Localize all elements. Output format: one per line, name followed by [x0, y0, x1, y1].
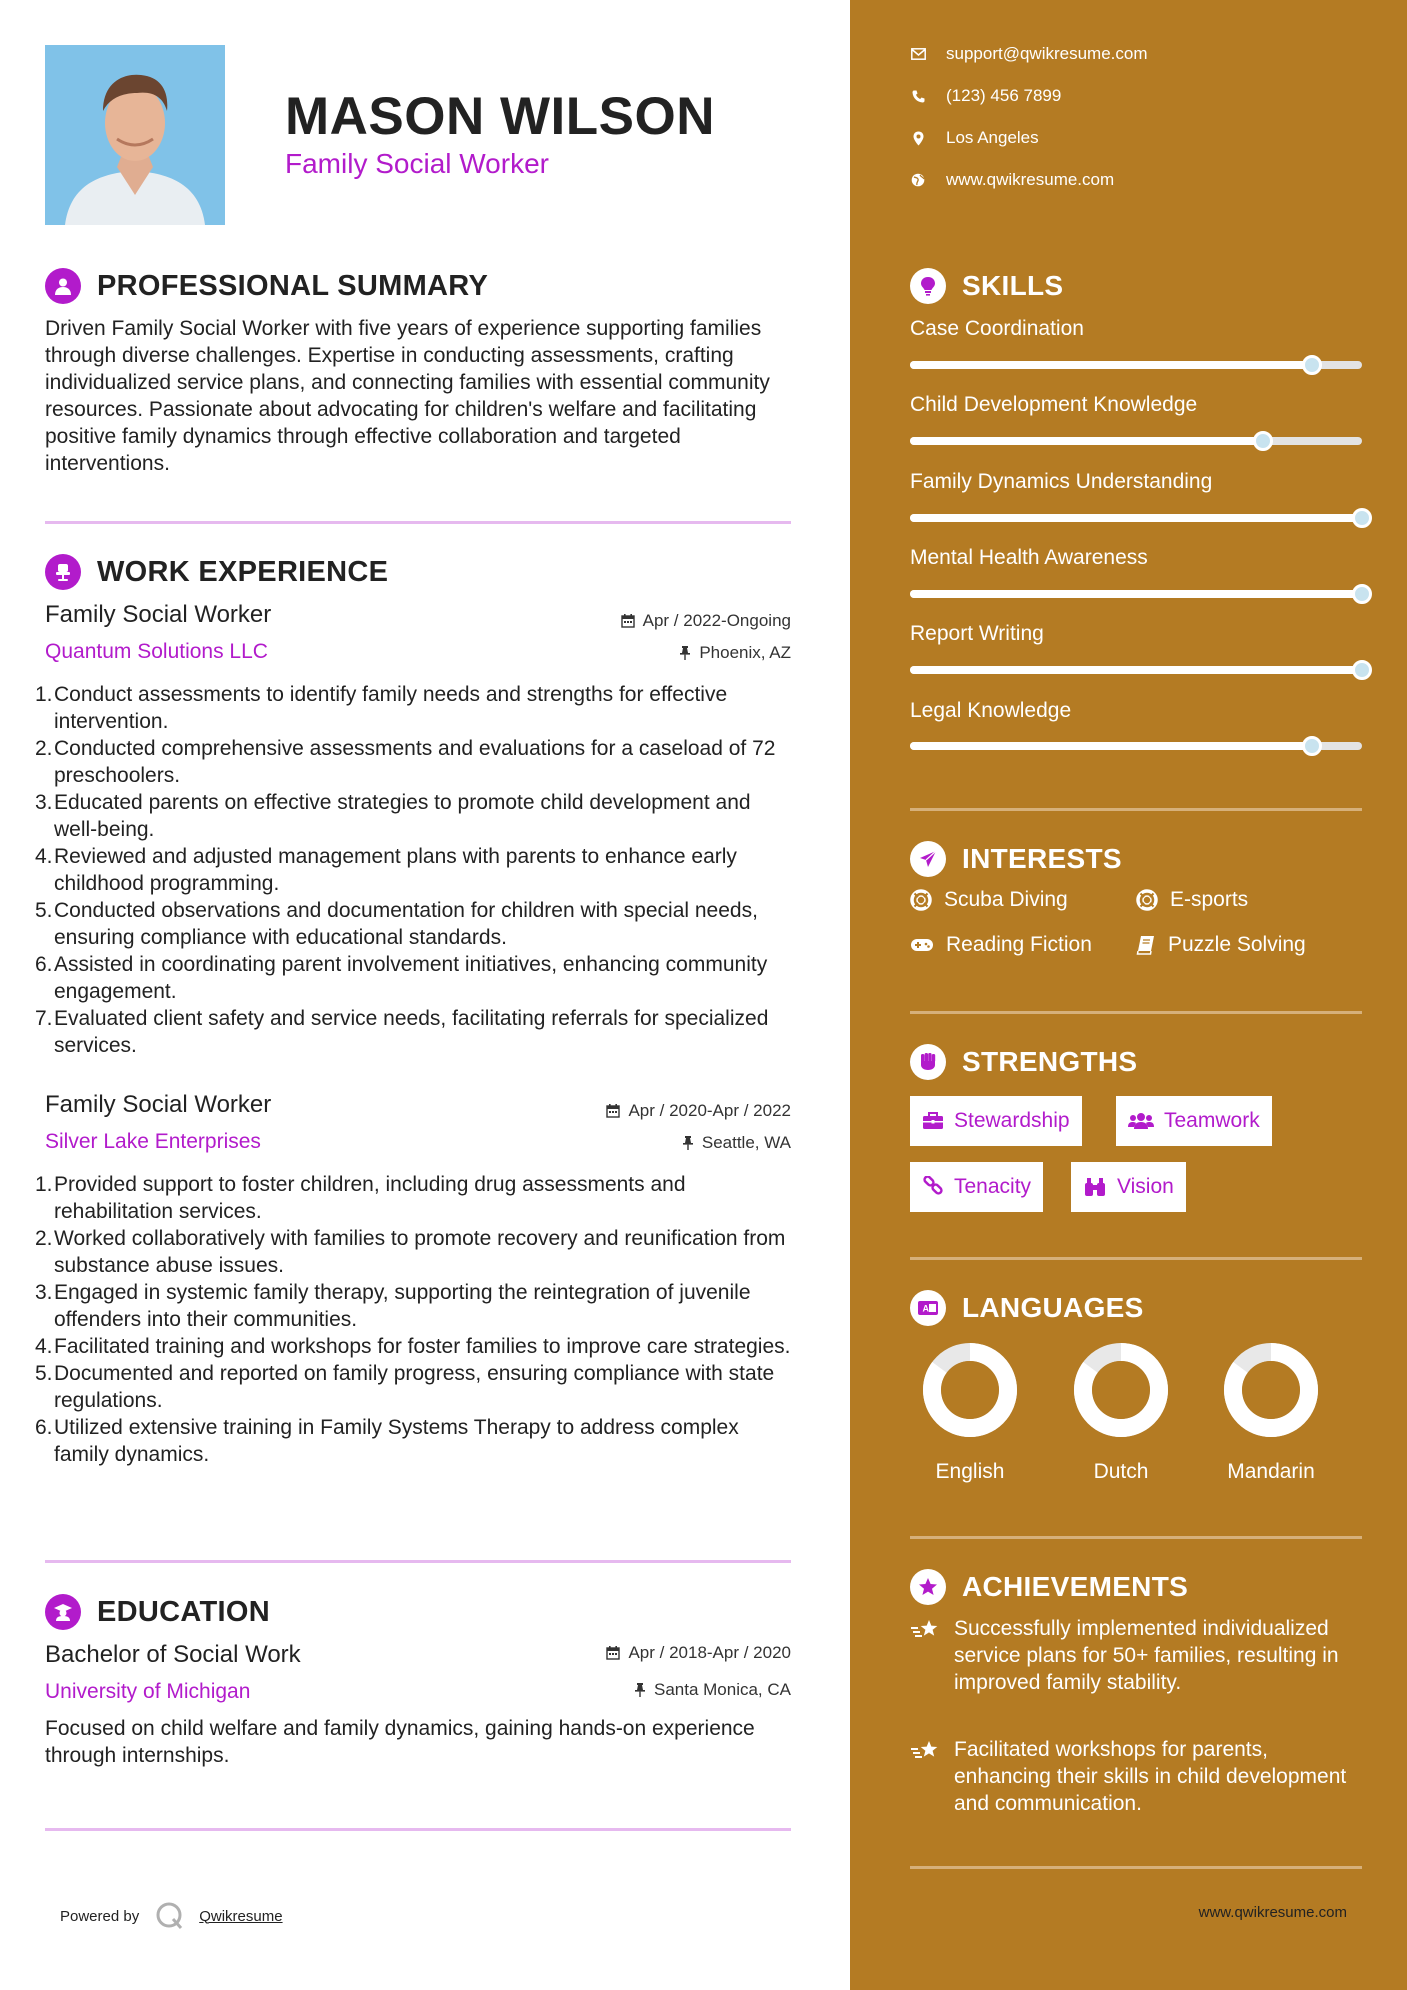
language-ring	[1211, 1340, 1331, 1450]
candidate-name: MASON WILSON	[285, 87, 715, 146]
skill-bar-knob	[1253, 431, 1273, 451]
divider	[45, 521, 791, 524]
life-ring-icon	[1136, 889, 1158, 911]
skill-bar	[910, 666, 1362, 674]
divider	[910, 1011, 1362, 1014]
interests-heading	[910, 841, 1122, 877]
sidebar	[850, 0, 1407, 1990]
strength-label: Vision	[1117, 1175, 1174, 1198]
school-name: University of Michigan	[45, 1680, 251, 1703]
strengths-heading-label: STRENGTHS	[962, 1046, 1138, 1077]
language-label: Dutch	[1093, 1460, 1149, 1483]
language-item	[1211, 1340, 1331, 1483]
achievement-text: Facilitated workshops for parents, enhancing their skills in child development and communication.	[954, 1738, 1347, 1815]
contact-email[interactable]	[910, 44, 1148, 64]
skill-bar	[910, 361, 1362, 369]
language-ring	[1061, 1340, 1181, 1450]
list-item: 2. Worked collaboratively with families to promote recovery and reunification from substance abuse issues.	[35, 1227, 786, 1277]
graduate-icon	[45, 1594, 81, 1630]
skill-bar	[910, 590, 1362, 598]
education-dates-text: Apr / 2018-Apr / 2020	[628, 1643, 791, 1662]
interest-item	[1136, 933, 1306, 957]
language-label: Mandarin	[1227, 1460, 1315, 1483]
pin-icon	[679, 646, 691, 660]
job-dates-text: Apr / 2020-Apr / 2022	[628, 1101, 791, 1120]
job-dates	[606, 1101, 791, 1121]
education-dates	[606, 1643, 791, 1663]
skill-label: Legal Knowledge	[910, 699, 1072, 722]
strength-badge	[1116, 1096, 1272, 1146]
interest-label: E-sports	[1170, 888, 1249, 911]
contact-website[interactable]	[910, 170, 1114, 190]
language-icon	[910, 1290, 946, 1326]
shooting-star-icon	[910, 1618, 942, 1642]
calendar-icon	[606, 1646, 620, 1660]
briefcase-icon	[922, 1112, 944, 1130]
office-chair-icon	[45, 554, 81, 590]
skill-bar-fill	[910, 361, 1312, 369]
footer-website[interactable]: www.qwikresume.com	[1198, 1904, 1347, 1921]
candidate-title: Family Social Worker	[285, 148, 549, 179]
calendar-icon	[621, 614, 635, 628]
list-item: 3. Engaged in systemic family therapy, supporting the reintegration of juvenile offenders into their communities.	[35, 1281, 751, 1331]
skill-label: Case Coordination	[910, 317, 1084, 340]
gamepad-icon	[910, 937, 934, 953]
skill-bar-knob	[1352, 584, 1372, 604]
divider	[45, 1560, 791, 1563]
job-location	[682, 1133, 791, 1153]
skill-bar-fill	[910, 742, 1312, 750]
job-location-text: Phoenix, AZ	[699, 643, 791, 662]
skill-label: Report Writing	[910, 622, 1044, 645]
job-dates-text: Apr / 2022-Ongoing	[642, 611, 791, 630]
company-name: Quantum Solutions LLC	[45, 640, 268, 663]
skill-bar	[910, 742, 1362, 750]
divider	[45, 1828, 791, 1831]
skill-bar-fill	[910, 514, 1362, 522]
achievement-item	[910, 1736, 1350, 1817]
list-item: 7. Evaluated client safety and service needs, facilitating referrals for specialized services.	[35, 1007, 769, 1057]
achievement-item	[910, 1615, 1350, 1696]
education-description: Focused on child welfare and family dynamics, gaining hands-on experience through internships.	[45, 1717, 755, 1767]
skills-heading-label: SKILLS	[962, 270, 1064, 301]
link-icon	[922, 1176, 944, 1198]
interests-heading-label: INTERESTS	[962, 843, 1122, 874]
job-responsibilities	[35, 681, 795, 1059]
lightbulb-icon	[910, 268, 946, 304]
skill-bar-knob	[1302, 736, 1322, 756]
skill-bar-knob	[1352, 508, 1372, 528]
strength-badge	[910, 1162, 1043, 1212]
languages-heading	[910, 1290, 1144, 1326]
users-icon	[1128, 1112, 1154, 1130]
book-icon	[1136, 935, 1156, 955]
person-portrait-icon	[45, 45, 225, 225]
contact-phone[interactable]	[910, 86, 1061, 106]
envelope-icon	[911, 48, 926, 60]
achievement-text: Successfully implemented individualized service plans for 50+ families, resulting in improved family stability.	[954, 1617, 1339, 1694]
interest-label: Scuba Diving	[944, 888, 1068, 911]
list-item: 6. Assisted in coordinating parent involvement initiatives, enhancing community engagement.	[35, 953, 768, 1003]
brand-link[interactable]: Qwikresume	[199, 1907, 283, 1925]
summary-heading	[45, 268, 488, 304]
language-ring	[910, 1340, 1030, 1450]
fist-icon	[910, 1044, 946, 1080]
skill-label: Mental Health Awareness	[910, 546, 1148, 569]
qwikresume-logo-icon	[155, 1901, 185, 1931]
list-item: 4. Facilitated training and workshops for foster families to improve care strategies.	[35, 1335, 791, 1358]
strength-label: Stewardship	[954, 1109, 1070, 1132]
contact-location	[910, 128, 1039, 148]
achievements-heading	[910, 1569, 1188, 1605]
job-location	[679, 643, 791, 663]
divider	[910, 1257, 1362, 1260]
star-icon	[910, 1569, 946, 1605]
strength-label: Tenacity	[954, 1175, 1032, 1198]
strength-badge	[1071, 1162, 1186, 1212]
skill-bar-fill	[910, 590, 1362, 598]
strength-label: Teamwork	[1164, 1109, 1260, 1132]
calendar-icon	[606, 1104, 620, 1118]
company-name: Silver Lake Enterprises	[45, 1130, 261, 1153]
language-item	[1061, 1340, 1181, 1483]
list-item: 3. Educated parents on effective strategies to promote child development and well-being.	[35, 791, 751, 841]
education-location-text: Santa Monica, CA	[653, 1680, 791, 1699]
achievements-heading-label: ACHIEVEMENTS	[962, 1571, 1189, 1602]
binoculars-icon	[1083, 1177, 1107, 1197]
profile-photo	[45, 45, 225, 225]
user-icon	[45, 268, 81, 304]
summary-text: Driven Family Social Worker with five years of experience supporting families through diverse challenges. Expertise in conducting assessments, crafting individualized service plans, and connecting families with essential community resources. Passionate about advocating for children's welfare and facilitating positive family dynamics through effective collaboration and targeted interventions.	[45, 317, 770, 475]
shooting-star-icon	[910, 1739, 942, 1763]
language-label: English	[935, 1460, 1005, 1483]
education-heading	[45, 1594, 270, 1630]
summary-heading-label: PROFESSIONAL SUMMARY	[97, 269, 489, 302]
svg-text:A: A	[922, 1303, 929, 1314]
strengths-heading	[910, 1044, 1137, 1080]
contact-location-text: Los Angeles	[946, 128, 1039, 147]
divider	[910, 808, 1362, 811]
education-heading-label: EDUCATION	[97, 1595, 270, 1628]
job-title: Family Social Worker	[45, 601, 272, 628]
interest-item	[910, 933, 1092, 957]
job-responsibilities	[35, 1171, 795, 1468]
languages-heading-label: LANGUAGES	[962, 1292, 1144, 1323]
education-location	[634, 1680, 791, 1700]
contact-website-text: www.qwikresume.com	[946, 170, 1115, 189]
phone-icon	[912, 90, 925, 103]
list-item: 4. Reviewed and adjusted management plans with parents to enhance early childhood programming.	[35, 845, 737, 895]
interest-label: Puzzle Solving	[1168, 933, 1306, 956]
list-item: 2. Conducted comprehensive assessments and evaluations for a caseload of 72 preschoolers.	[35, 737, 776, 787]
interest-label: Reading Fiction	[946, 933, 1092, 956]
contact-phone-text: (123) 456 7899	[946, 86, 1062, 105]
language-item	[910, 1340, 1030, 1483]
skill-bar-fill	[910, 437, 1263, 445]
job-title: Family Social Worker	[45, 1091, 272, 1118]
job-dates	[621, 611, 791, 631]
skill-bar-knob	[1352, 660, 1372, 680]
pin-icon	[682, 1136, 694, 1150]
interest-item	[910, 888, 1068, 912]
list-item: 6. Utilized extensive training in Family Systems Therapy to address complex family dynamics.	[35, 1416, 739, 1466]
life-ring-icon	[910, 889, 932, 911]
skill-label: Family Dynamics Understanding	[910, 470, 1213, 493]
powered-by	[60, 1901, 283, 1931]
list-item: 1. Provided support to foster children, including drug assessments and rehabilitation services.	[35, 1173, 686, 1223]
job-location-text: Seattle, WA	[701, 1133, 791, 1152]
powered-by-label: Powered by	[60, 1907, 140, 1925]
skill-bar	[910, 514, 1362, 522]
divider	[910, 1866, 1362, 1869]
experience-heading-label: WORK EXPERIENCE	[97, 555, 389, 588]
skills-heading	[910, 268, 1063, 304]
paper-plane-icon	[910, 841, 946, 877]
divider	[910, 1536, 1362, 1539]
experience-heading	[45, 554, 388, 590]
list-item: 5. Documented and reported on family progress, ensuring compliance with state regulations.	[35, 1362, 775, 1412]
list-item: 1. Conduct assessments to identify family needs and strengths for effective intervention.	[35, 683, 728, 733]
skill-label: Child Development Knowledge	[910, 393, 1198, 416]
contact-email-text: support@qwikresume.com	[946, 44, 1148, 63]
strength-badge	[910, 1096, 1082, 1146]
skill-bar-knob	[1302, 355, 1322, 375]
map-marker-icon	[913, 131, 924, 146]
skill-bar	[910, 437, 1362, 445]
list-item: 5. Conducted observations and documentation for children with special needs, ensuring compliance with educational standards.	[35, 899, 758, 949]
interest-item	[1136, 888, 1248, 912]
degree-title: Bachelor of Social Work	[45, 1641, 301, 1668]
skill-bar-fill	[910, 666, 1362, 674]
globe-icon	[911, 173, 925, 187]
pin-icon	[634, 1683, 646, 1697]
